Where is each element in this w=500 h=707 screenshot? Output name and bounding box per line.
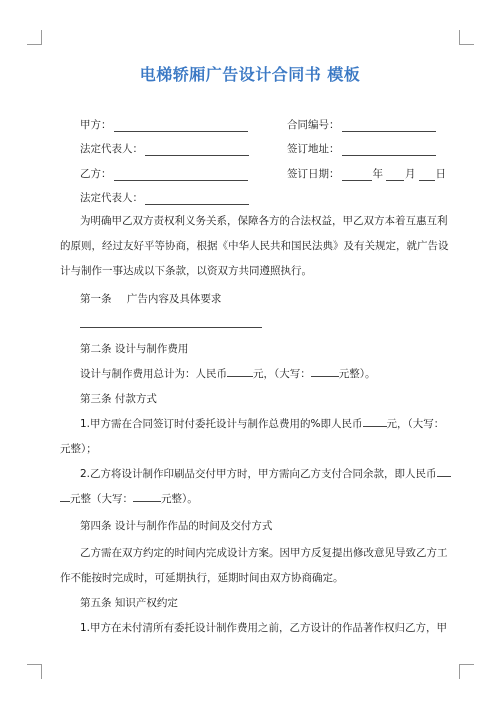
article-5-heading: 第五条 知识产权约定 xyxy=(80,597,178,609)
party-b-field xyxy=(80,166,248,181)
legal-rep-label: 法定代表人： xyxy=(80,143,143,155)
payment-1-line xyxy=(80,416,444,431)
sign-place-blank[interactable] xyxy=(342,145,436,156)
sign-month-blank[interactable] xyxy=(386,170,404,181)
sign-place-label: 签订地址： xyxy=(287,143,340,155)
article-4-line-1: 乙方需在双方约定的时间内完成设计方案。因甲方反复提出修改意见导致乙方工 xyxy=(80,547,448,559)
fee-capital-blank[interactable] xyxy=(311,366,339,377)
fee-mid: 元，（大写： xyxy=(253,368,311,380)
article-1-blank-line[interactable] xyxy=(80,327,262,328)
fee-suffix: 元整）。 xyxy=(338,368,376,380)
intro-line-1: 为明确甲乙双方责权利义务关系，保障各方的合法权益，甲乙双方本着互惠互利 xyxy=(80,215,448,227)
sign-day-blank[interactable] xyxy=(419,170,435,181)
crop-mark-top-right xyxy=(459,30,474,45)
payment-2-suffix: 元整）。 xyxy=(161,493,198,505)
party-a-blank[interactable] xyxy=(114,121,248,132)
crop-mark-bottom-right xyxy=(459,664,474,679)
legal-rep-blank[interactable] xyxy=(145,145,249,156)
fee-prefix: 设计与制作费用总计为：人民币 xyxy=(80,368,227,380)
article-4-line-2: 作不能按时完成时，可延期执行，延期时间由双方协商确定。 xyxy=(60,572,344,584)
payment-2-line xyxy=(80,466,451,481)
day-unit: 日 xyxy=(435,168,446,180)
payment-1-mid: 元，（大写： xyxy=(386,418,445,430)
legal-rep-blank-2[interactable] xyxy=(145,194,249,205)
article-3-heading: 第三条 付款方式 xyxy=(80,393,157,405)
crop-mark-top-left xyxy=(27,30,42,45)
sign-year-blank[interactable] xyxy=(342,170,372,181)
payment-2-mid: 元整（大写： xyxy=(70,493,133,505)
year-unit: 年 xyxy=(372,168,383,180)
payment-2-continued xyxy=(60,491,198,506)
contract-no-label: 合同编号： xyxy=(287,119,340,131)
party-a-label: 甲方： xyxy=(80,119,112,131)
contract-no-field xyxy=(287,117,436,132)
crop-mark-bottom-left xyxy=(27,664,42,679)
legal-rep-label-2: 法定代表人： xyxy=(80,192,143,204)
legal-rep-field-2 xyxy=(80,190,249,205)
article-5-line-1: 1.甲方在未付清所有委托设计制作费用之前，乙方设计的作品著作权归乙方，甲 xyxy=(80,622,448,634)
intro-line-2: 的原则，经过友好平等协商，根据《中华人民共和国民法典》及有关规定，就广告设 xyxy=(60,240,449,252)
payment-1-continued: 元整）； xyxy=(60,443,97,455)
fee-line xyxy=(80,366,376,381)
article-1-heading xyxy=(80,291,221,306)
party-b-blank[interactable] xyxy=(114,170,248,181)
article-1-title: 广告内容及具体要求 xyxy=(126,293,222,305)
payment-1-amount-blank[interactable] xyxy=(363,416,387,427)
party-a-field xyxy=(80,117,248,132)
month-unit: 月 xyxy=(405,168,416,180)
article-4-heading: 第四条 设计与制作作品的时间及交付方式 xyxy=(80,520,273,532)
sign-date-label: 签订日期： xyxy=(287,168,340,180)
intro-line-3: 计与制作一事达成以下条款，以资双方共同遵照执行。 xyxy=(60,265,312,277)
fee-amount-blank[interactable] xyxy=(227,366,253,377)
party-b-label: 乙方： xyxy=(80,168,112,180)
payment-2-amount-blank[interactable] xyxy=(437,466,451,477)
legal-rep-field xyxy=(80,141,249,156)
payment-2-amount-blank-cont[interactable] xyxy=(60,491,70,502)
payment-1-text: 1.甲方需在合同签订时付委托设计与制作总费用的%即人民币 xyxy=(80,418,363,430)
contract-no-blank[interactable] xyxy=(342,121,436,132)
sign-date-field xyxy=(287,166,447,181)
document-title: 电梯轿厢广告设计合同书 模板 xyxy=(139,65,361,84)
payment-2-text: 2.乙方将设计制作印刷品交付甲方时，甲方需向乙方支付合同余款，即人民币 xyxy=(80,468,437,480)
sign-place-field xyxy=(287,141,436,156)
article-1-number: 第一条 xyxy=(80,293,112,305)
payment-2-capital-blank[interactable] xyxy=(133,491,161,502)
article-2-heading: 第二条 设计与制作费用 xyxy=(80,343,189,355)
